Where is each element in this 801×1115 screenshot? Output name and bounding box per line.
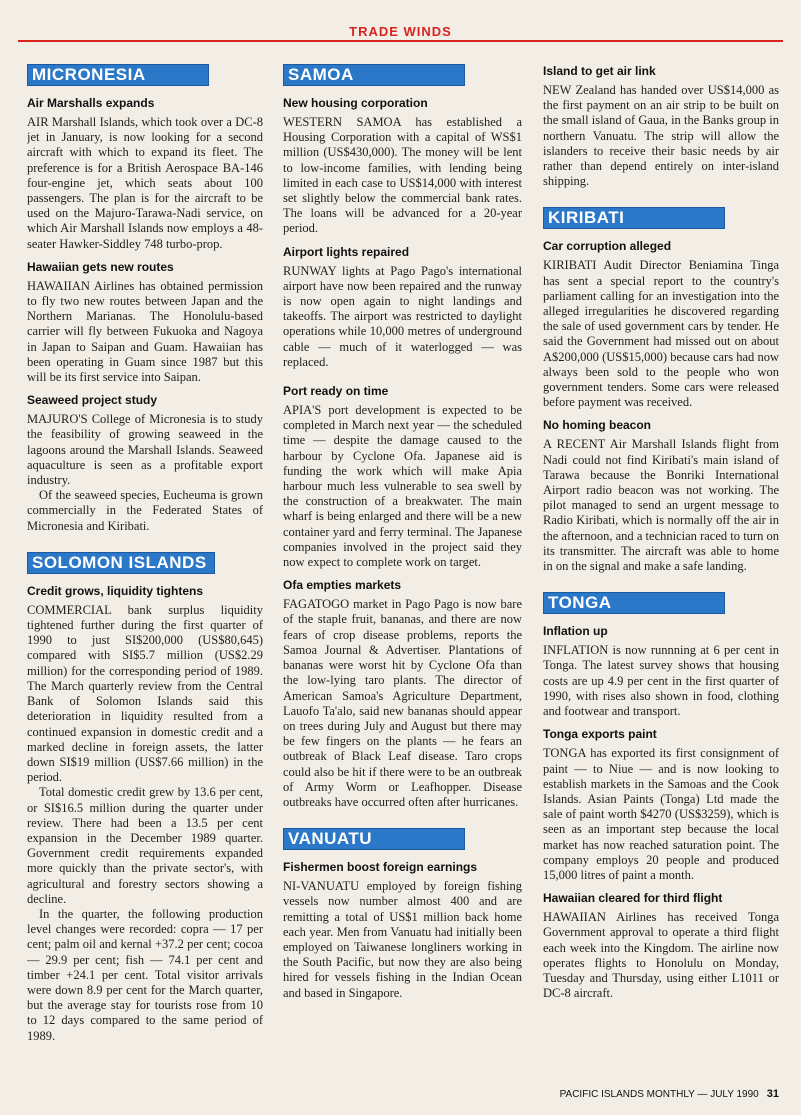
story-headline: Tonga exports paint <box>543 727 657 742</box>
story-headline: Car corruption alleged <box>543 239 672 254</box>
story-paragraph: NEW Zealand has handed over US$14,000 as the first payment on an air strip to be built on the small island of Gaua, in the Banks group in northern Vanuatu. The strip will allow the islanders to receive their basic needs by air rather than depend entirely on inter-island shipping. <box>543 83 779 189</box>
story-paragraph: KIRIBATI Audit Director Beniamina Tinga has sent a special report to the country's parliament calling for an investigation into the alleged irregularities he discovered regarding the sale of used government cars by tender. He said the Government had missed out on about A$200,000 (US$15,000) because cars had now always been sold to the people who won government tenders. Some cars were released before payment was received. <box>543 258 779 410</box>
story-third-flight <box>543 891 779 1001</box>
story-tonga-paint <box>543 727 779 883</box>
region-tag-tonga: TONGA <box>543 592 725 614</box>
story-credit-grows <box>27 584 263 1044</box>
page-footer <box>543 1088 779 1100</box>
story-headline: Inflation up <box>543 624 608 639</box>
story-car-corruption <box>543 239 779 410</box>
story-paragraph: INFLATION is now runnning at 6 per cent in Tonga. The latest survey shows that housing costs are up 4.9 per cent in the first quarter of 1990, with rises also shown in food, clothing and footwear and transport. <box>543 643 779 719</box>
story-headline: Seaweed project study <box>27 393 158 408</box>
story-paragraph: AIR Marshall Islands, which took over a DC-8 jet in January, is now looking for a second aircraft with which to expand its fleet. The preference is for a British Aerospace BA-146 four-engine jet, which seats about 100 passengers. The plan is for the aircraft to be used on the Majuro-Tarawa-Nadi service, on which Air Marshall Islands now employs a 48-seater Hawker-Siddley 748 turbo-prop. <box>27 115 263 251</box>
region-tag-kiribati: KIRIBATI <box>543 207 725 229</box>
region-tag-samoa: SAMOA <box>283 64 465 86</box>
region-tag-solomon-islands: SOLOMON ISLANDS <box>27 552 215 574</box>
story-housing-corporation <box>283 96 522 237</box>
story-headline: Hawaiian cleared for third flight <box>543 891 723 906</box>
story-paragraph: A RECENT Air Marshall Islands flight from Nadi could not find Kiribati's main island of Tarawa because the Bonriki International Airport radio beacon was not working. The pilot managed to send an urgent message to Radio Kiribati, which is normally off the air in the afternoon, and a technician raced to turn on its transmitter. The aircraft was able to home in on the signal and make a safe landing. <box>543 437 779 574</box>
story-paragraph: HAWAIIAN Airlines has received Tonga Government approval to operate a third flight each week into the Kingdom. The airline now operates flights to Honolulu on Monday, Tuesday and Thursday, using either L1011 or DC-8 aircraft. <box>543 910 779 1001</box>
header-rule <box>18 40 783 42</box>
region-tag-vanuatu: VANUATU <box>283 828 465 850</box>
story-headline: Ofa empties markets <box>283 578 402 593</box>
page-number: 31 <box>766 1088 779 1100</box>
story-paragraph: COMMERCIAL bank surplus liquidity tightened further during the first quarter of 1990 to just SI$200,000 (US$80,645) compared with SI$5.7 million (US$2.29 million) for the corresponding period of 1989. The March quarterly review from the Central Bank of Solomon Islands said this deterioration in liquidity resulted from a continued expansion in domestic credit and a marked decline in foreign assets, the latter down SI$19 million (US$7.66 million) in the period. <box>27 602 263 785</box>
story-headline: Island to get air link <box>543 64 656 78</box>
story-paragraph: TONGA has exported its first consignment of paint — to Niue — and is now looking to establish markets in the Samoas and the Cook Islands. Asian Paints (Tonga) Ltd made the sale of paint worth $4270 (US$3259), which is seen as an important step because the local market has now reached saturation point. The company employs 20 people and produced 15,000 litres of paint a month. <box>543 746 779 882</box>
publication-line: PACIFIC ISLANDS MONTHLY — JULY 1990 <box>559 1089 759 1100</box>
story-air-marshalls <box>27 96 263 252</box>
story-paragraph: WESTERN SAMOA has established a Housing Corporation with a capital of WS$1 million (US$430,000). The money will be lent to low-income families, with lending being limited in each case to US$14,000 with interest set slightly below the commercial bank rates. The loans will be advanced for a 20-year period. <box>283 115 522 236</box>
story-paragraph: RUNWAY lights at Pago Pago's international airport have now been repaired and the runway is now open again to night landings and takeoffs. The airport was restricted to daylight operations while 10,000 metres of underground cable — much of it waterlogged — was replaced. <box>283 263 522 369</box>
story-paragraph: APIA'S port development is expected to be completed in March next year — the scheduled time — despite the damage caused to the harbour by Cyclone Ofa. Japanese aid is funding the work which will make Apia harbour much less vulnerable to sea swell by the construction of a breakwater. The main wharf is being enlarged and there will be a new container yard and ferry terminal. The Japanese companies involved in the project said they now expect to complete work on target. <box>283 403 522 570</box>
story-headline: Fishermen boost foreign earnings <box>283 860 478 875</box>
story-paragraph: Total domestic credit grew by 13.6 per cent, or SI$16.5 million during the quarter under review. There had been a 13.5 per cent expansion in the December 1989 quarter. Government credit requirements expanded more quickly than the private sector's, with agricultural and forestry sectors showing a decline. <box>27 785 263 906</box>
region-tag-micronesia: MICRONESIA <box>27 64 209 86</box>
story-homing-beacon <box>543 418 779 574</box>
story-headline: Credit grows, liquidity tightens <box>27 583 204 598</box>
story-airport-lights <box>283 245 522 370</box>
column-1 <box>27 64 263 1064</box>
story-fishermen <box>283 860 522 1001</box>
story-paragraph: HAWAIIAN Airlines has obtained permission to fly two new routes between Japan and the Northern Marianas. The Honolulu-based carrier will fly between Fukuoka and Nagoya in Japan to Saipan and Guam. Hawaiian has been operating in Guam since 1987 but this will be its first service into Saipan. <box>27 278 263 385</box>
story-headline: Port ready on time <box>283 384 389 399</box>
story-ofa-markets <box>283 578 522 810</box>
story-paragraph: FAGATOGO market in Pago Pago is now bare of the staple fruit, bananas, and there are now fears of crop disease problems, reports the Samoa Journal & Advertiser. Plantations of bananas were worst hit by Cyclone Ofa than the low-lying taro plants. The director of American Samoa's Agriculture Department, Lauofo Ta'alo, said new bananas should appear on trees during July and August but there may be few fingers on the plants — he fears an outbreak of Black Leaf disease. Taro crops could also be hit if there were to be an outbreak of Army Worm or Leafhopper. Disease outbreaks have occurred often after hurricanes. <box>283 597 522 809</box>
section-title: TRADE WINDS <box>349 24 452 39</box>
story-paragraph: Of the seaweed species, Eucheuma is grown commercially in the Federated States of Micronesia and Kiribati. <box>27 488 263 533</box>
story-inflation <box>543 624 779 719</box>
story-paragraph: In the quarter, the following production level changes were recorded: copra — 17 per cent; palm oil and kernal +37.2 per cent; cocoa — 29.9 per cent; fish — 74.1 per cent and timber +24.1 per cent. Total visitor arrivals were down 8.9 per cent for the March quarter, but the average stay for tourists rose from 10 to 12 days compared to the same period of 1989. <box>27 906 263 1043</box>
story-headline: New housing corporation <box>283 96 428 110</box>
story-headline: Airport lights repaired <box>283 244 410 259</box>
story-port-ready <box>283 384 522 570</box>
story-island-air-link <box>543 64 779 189</box>
story-paragraph: NI-VANUATU employed by foreign fishing vessels now number almost 400 and are remitting a total of US$1 million back home each year. Men from Vanuatu had initially been employed on Taiwanese longliners working in the South Pacific, but now they are also being hired for vessels fishing in the Indian Ocean and based in Singapore. <box>283 879 522 1000</box>
column-3 <box>543 64 779 1064</box>
column-2 <box>283 64 522 1064</box>
page-header <box>0 0 801 40</box>
story-headline: Hawaiian gets new routes <box>27 259 174 274</box>
story-paragraph: MAJURO'S College of Micronesia is to study the feasibility of growing seaweed in the lagoons around the Marshall Islands. Seaweed aquaculture is seen as a profitable export industry. <box>27 412 263 488</box>
story-seaweed <box>27 393 263 534</box>
story-hawaiian-routes <box>27 260 263 385</box>
story-headline: No homing beacon <box>543 418 651 433</box>
story-headline: Air Marshalls expands <box>27 96 155 110</box>
